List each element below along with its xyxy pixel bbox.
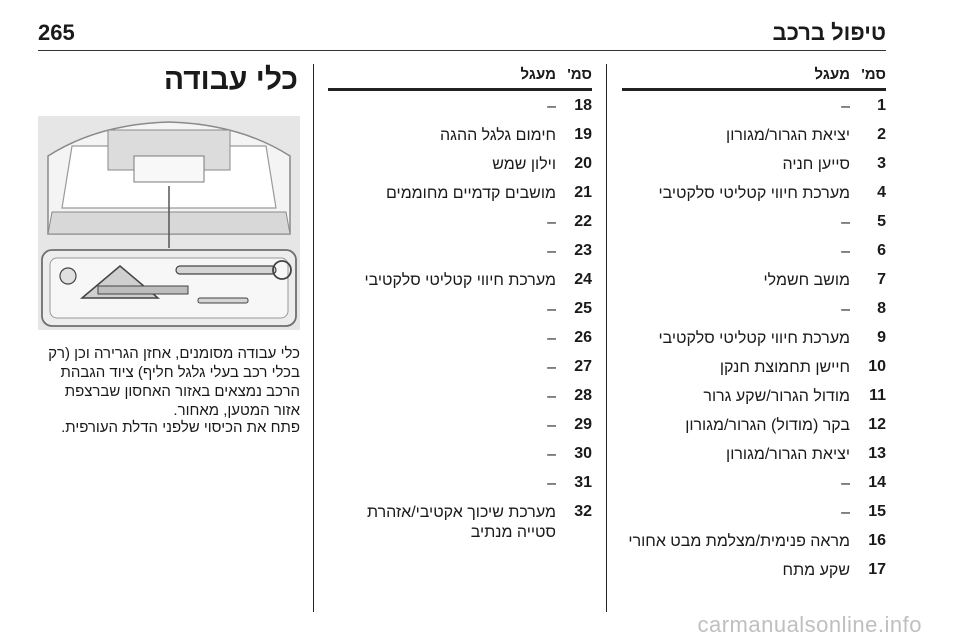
fuse-circuit: מראה פנימית/מצלמת מבט אחורי (628, 533, 850, 550)
col-number-header: סמ' (567, 66, 592, 83)
table-row (622, 381, 886, 410)
section-title: כלי עבודה (163, 63, 298, 96)
fuse-circuit: – (547, 388, 556, 405)
fuse-circuit: – (841, 475, 850, 492)
fuse-number: 3 (877, 155, 886, 172)
fuse-circuit: – (841, 301, 850, 318)
table-row (328, 91, 592, 120)
table-body (622, 91, 886, 584)
fuse-number: 27 (574, 358, 592, 375)
fuse-circuit: – (547, 98, 556, 115)
fuse-number: 15 (868, 503, 886, 520)
fuse-circuit: חיישן תחמוצת חנקן (719, 359, 850, 376)
table-row (328, 497, 592, 547)
fuse-number: 5 (877, 213, 886, 230)
table-row (622, 294, 886, 323)
fuse-number: 20 (574, 155, 592, 172)
fuse-circuit: מערכת שיכוך אקטיבי/אזהרת סטייה מנתיב (367, 504, 556, 541)
paragraph-instruction: פתח את הכיסוי שלפני הדלת העורפית. (61, 419, 300, 436)
fuse-circuit: – (841, 98, 850, 115)
table-row (328, 323, 592, 352)
table-row (622, 410, 886, 439)
table-row (328, 178, 592, 207)
fuse-number: 21 (574, 184, 592, 201)
fuse-number: 9 (877, 329, 886, 346)
fuse-circuit: מערכת חיווי קטליטי סלקטיבי (658, 330, 850, 347)
fuse-table-middle (328, 62, 592, 547)
fuse-circuit: שקע מתח (782, 562, 850, 579)
table-row (622, 149, 886, 178)
table-row (328, 352, 592, 381)
column-divider-left (313, 64, 314, 612)
table-row (328, 120, 592, 149)
table-row (328, 294, 592, 323)
table-header (622, 62, 886, 91)
fuse-circuit: – (841, 214, 850, 231)
fuse-circuit: – (841, 504, 850, 521)
fuse-circuit: מודול הגרור/שקע גרור (703, 388, 850, 405)
fuse-circuit: – (547, 446, 556, 463)
fuse-number: 17 (868, 561, 886, 578)
fuse-number: 29 (574, 416, 592, 433)
fuse-number: 13 (868, 445, 886, 462)
fuse-circuit: מושב חשמלי (763, 272, 850, 289)
fuse-number: 18 (574, 97, 592, 114)
table-row (328, 265, 592, 294)
fuse-number: 19 (574, 126, 592, 143)
fuse-circuit: מערכת חיווי קטליטי סלקטיבי (658, 185, 850, 202)
table-row (622, 323, 886, 352)
table-row (328, 439, 592, 468)
table-row (622, 497, 886, 526)
fuse-number: 10 (868, 358, 886, 375)
col-circuit-header: מעגל (814, 66, 850, 83)
table-header (328, 62, 592, 91)
fuse-circuit: – (547, 330, 556, 347)
fuse-circuit: – (547, 359, 556, 376)
header-rule (38, 50, 886, 51)
fuse-number: 14 (868, 474, 886, 491)
fuse-number: 26 (574, 329, 592, 346)
fuse-number: 1 (877, 97, 886, 114)
fuse-table-right (622, 62, 886, 584)
table-row (622, 352, 886, 381)
table-body (328, 91, 592, 547)
table-row (622, 236, 886, 265)
fuse-circuit: וילון שמש (492, 156, 556, 173)
fuse-number: 22 (574, 213, 592, 230)
chapter-title: טיפול ברכב (772, 20, 886, 45)
trunk-tools-drawing (38, 116, 300, 330)
fuse-number: 24 (574, 271, 592, 288)
table-row (622, 207, 886, 236)
fuse-circuit: חימום גלגל ההגה (440, 127, 556, 144)
fuse-circuit: יציאת הגרור/מגורון (726, 127, 850, 144)
fuse-circuit: – (547, 417, 556, 434)
col-circuit-header: מעגל (520, 66, 556, 83)
fuse-number: 28 (574, 387, 592, 404)
fuse-circuit: – (547, 214, 556, 231)
table-row (622, 178, 886, 207)
page-number: 265 (38, 20, 75, 45)
fuse-circuit: בקר (מודול) הגרור/מגורון (685, 417, 850, 434)
watermark: carmanualsonline.info (697, 612, 922, 637)
fuse-number: 16 (868, 532, 886, 549)
fuse-number: 8 (877, 300, 886, 317)
fuse-number: 11 (869, 387, 886, 404)
page-header (38, 12, 886, 52)
col-number-header: סמ' (861, 66, 886, 83)
fuse-number: 30 (574, 445, 592, 462)
fuse-number: 4 (877, 184, 886, 201)
fuse-circuit: – (841, 243, 850, 260)
fuse-number: 12 (868, 416, 886, 433)
table-row (328, 381, 592, 410)
fuse-number: 32 (574, 503, 592, 520)
tools-illustration (38, 116, 300, 330)
table-row (328, 410, 592, 439)
fuse-circuit: יציאת הגרור/מגורון (726, 446, 850, 463)
paragraph-tools: כלי עבודה מסומנים, אחזן הגרירה וכן (רק בכלי רכב בעלי גלגל חליף) ציוד הגבהת הרכב נמצאים באזור האחסון שברצפת אזור המטען, מאחור. (48, 345, 300, 419)
fuse-circuit: סייען חניה (782, 156, 850, 173)
table-row (622, 468, 886, 497)
table-row (328, 207, 592, 236)
table-row (622, 265, 886, 294)
fuse-circuit: מושבים קדמיים מחוממים (386, 185, 556, 202)
fuse-number: 23 (574, 242, 592, 259)
fuse-number: 7 (877, 271, 886, 288)
table-row (622, 526, 886, 555)
fuse-number: 2 (877, 126, 886, 143)
table-row (622, 91, 886, 120)
fuse-number: 31 (574, 474, 592, 491)
table-row (622, 120, 886, 149)
fuse-circuit: – (547, 301, 556, 318)
fuse-number: 25 (574, 300, 592, 317)
table-row (622, 555, 886, 584)
table-row (328, 149, 592, 178)
table-row (328, 468, 592, 497)
table-row (328, 236, 592, 265)
column-divider-right (606, 64, 607, 612)
fuse-circuit: – (547, 475, 556, 492)
fuse-circuit: – (547, 243, 556, 260)
table-row (622, 439, 886, 468)
fuse-circuit: מערכת חיווי קטליטי סלקטיבי (364, 272, 556, 289)
section-block (38, 62, 298, 98)
fuse-number: 6 (877, 242, 886, 259)
